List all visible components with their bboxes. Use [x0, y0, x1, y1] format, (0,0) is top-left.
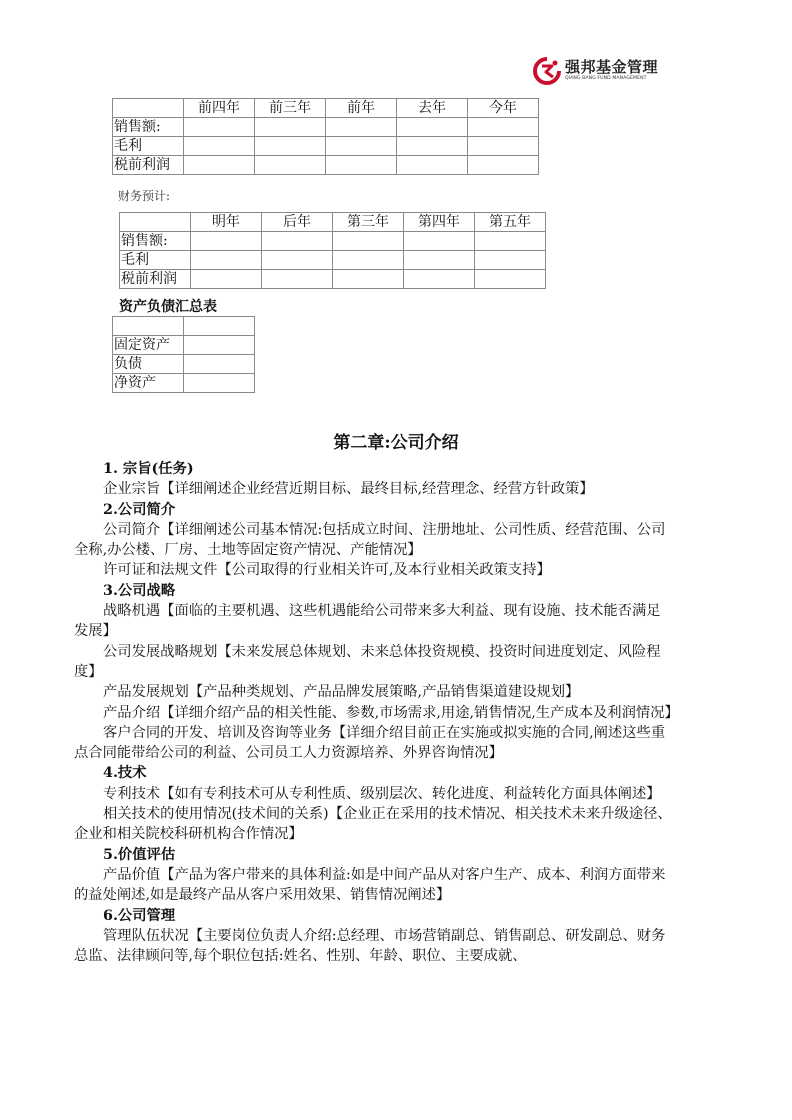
table-header-cell: 去年 — [397, 99, 468, 118]
table-cell — [404, 232, 475, 251]
table-cell — [262, 270, 333, 289]
table-row — [120, 232, 546, 251]
table-cell — [184, 156, 255, 175]
table-header-cell — [113, 99, 184, 118]
section-heading: 4.技术 — [103, 765, 147, 782]
paragraph: 许可证和法规文件【公司取得的行业相关许可,及本行业相关政策支持】 — [103, 562, 551, 579]
table-cell — [184, 137, 255, 156]
balance-sheet-title: 资产负债汇总表 — [119, 299, 217, 315]
paragraph: 战略机遇【面临的主要机遇、这些机遇能给公司带来多大利益、现有设施、技术能否满足发展】 — [74, 603, 661, 640]
paragraph: 公司发展战略规划【未来发展总体规划、未来总体投资规模、投资时间进度划定、风险程度】 — [74, 643, 661, 680]
table-cell — [255, 156, 326, 175]
table-cell — [184, 374, 255, 393]
table-header-row — [120, 213, 546, 232]
section-heading: 1. 宗旨(任务) — [103, 461, 194, 477]
table-cell — [404, 270, 475, 289]
chapter-body — [74, 459, 679, 966]
table-cell — [255, 118, 326, 137]
table-cell — [475, 270, 546, 289]
forecast-label: 财务预计: — [118, 189, 171, 203]
table-cell — [184, 336, 255, 355]
row-label: 毛利 — [120, 251, 191, 270]
table-cell — [333, 232, 404, 251]
table-row — [113, 355, 255, 374]
row-label: 净资产 — [113, 374, 184, 393]
table-row — [113, 317, 255, 336]
table-row — [120, 270, 546, 289]
table-cell — [468, 137, 539, 156]
table-cell — [255, 137, 326, 156]
table-cell — [191, 270, 262, 289]
table-header-row — [113, 99, 539, 118]
table-header-cell — [120, 213, 191, 232]
table-row — [113, 118, 539, 137]
table-cell — [404, 251, 475, 270]
row-label: 销售额: — [120, 232, 191, 251]
table-cell — [333, 251, 404, 270]
balance-summary-table — [112, 316, 255, 393]
paragraph: 相关技术的使用情况(技术间的关系)【企业正在采用的技术情况、相关技术未来升级途径、企业和相关院校科研机构合作情况】 — [74, 806, 672, 843]
forecast-table — [119, 212, 546, 289]
table-cell — [191, 232, 262, 251]
section-heading: 6.公司管理 — [103, 907, 176, 924]
paragraph: 产品发展规划【产品种类规划、产品品牌发展策略,产品销售渠道建设规划】 — [103, 684, 580, 701]
table-header-cell: 后年 — [262, 213, 333, 232]
section-heading: 5.价值评估 — [103, 846, 176, 863]
table-cell — [397, 118, 468, 137]
chapter-title: 第二章:公司介绍 — [333, 433, 459, 453]
table-row — [120, 251, 546, 270]
row-label: 税前利润 — [113, 156, 184, 175]
paragraph: 客户合同的开发、培训及咨询等业务【详细介绍目前正在实施或拟实施的合同,阐述这些重点合同能带给公司的利益、公司员工人力资源培养、外界咨询情况】 — [74, 724, 666, 762]
table-cell — [468, 118, 539, 137]
table-row — [113, 156, 539, 175]
table-cell — [326, 118, 397, 137]
table-cell — [326, 137, 397, 156]
table-header-cell: 第五年 — [475, 213, 546, 232]
row-label: 销售额: — [113, 118, 184, 137]
table-row — [113, 374, 255, 393]
table-cell — [397, 137, 468, 156]
section-heading: 2.公司简介 — [103, 501, 176, 518]
table-header-cell: 前年 — [326, 99, 397, 118]
paragraph: 公司简介【详细阐述公司基本情况:包括成立时间、注册地址、公司性质、经营范围、公司全称,办公楼、厂房、土地等固定资产情况、产能情况】 — [74, 521, 666, 559]
section-heading: 3.公司战略 — [103, 582, 176, 599]
table-cell — [333, 270, 404, 289]
table-cell — [468, 156, 539, 175]
table-cell — [184, 317, 255, 336]
table-cell — [397, 156, 468, 175]
paragraph: 产品介绍【详细介绍产品的相关性能、参数,市场需求,用途,销售情况,生产成本及利润情况】 — [103, 704, 679, 721]
row-label: 固定资产 — [113, 336, 184, 355]
row-label: 负债 — [113, 355, 184, 374]
row-label: 毛利 — [113, 137, 184, 156]
paragraph: 企业宗旨【详细阐述企业经营近期目标、最终目标,经营理念、经营方针政策】 — [103, 481, 594, 498]
table-header-cell: 前三年 — [255, 99, 326, 118]
row-label: 税前利润 — [120, 270, 191, 289]
historical-financials-table — [112, 98, 539, 175]
row-label — [113, 317, 184, 336]
table-header-cell: 第三年 — [333, 213, 404, 232]
paragraph: 专利技术【如有专利技术可从专利性质、级别层次、转化进度、利益转化方面具体阐述】 — [103, 785, 661, 802]
table-cell — [475, 232, 546, 251]
table-header-cell: 明年 — [191, 213, 262, 232]
table-row — [113, 336, 255, 355]
logo-chinese-name: 强邦基金管理 — [565, 58, 659, 77]
table-cell — [262, 232, 333, 251]
table-cell — [475, 251, 546, 270]
table-header-cell: 今年 — [468, 99, 539, 118]
table-cell — [191, 251, 262, 270]
table-cell — [262, 251, 333, 270]
table-row — [113, 137, 539, 156]
table-cell — [184, 118, 255, 137]
table-cell — [326, 156, 397, 175]
company-logo — [533, 56, 658, 86]
logo-mark-icon — [533, 57, 561, 85]
table-header-cell: 第四年 — [404, 213, 475, 232]
paragraph: 管理队伍状况【主要岗位负责人介绍:总经理、市场营销副总、销售副总、研发副总、财务总监、法律顾问等,每个职位包括:姓名、性别、年龄、职位、主要成就、 — [74, 927, 666, 965]
logo-english-name: QIANG BANG FUND MANAGEMENT — [565, 76, 647, 82]
table-cell — [184, 355, 255, 374]
table-header-cell: 前四年 — [184, 99, 255, 118]
paragraph: 产品价值【产品为客户带来的具体利益:如是中间产品从对客户生产、成本、利润方面带来的益处阐述,如是最终产品从客户采用效果、销售情况阐述】 — [74, 866, 666, 904]
